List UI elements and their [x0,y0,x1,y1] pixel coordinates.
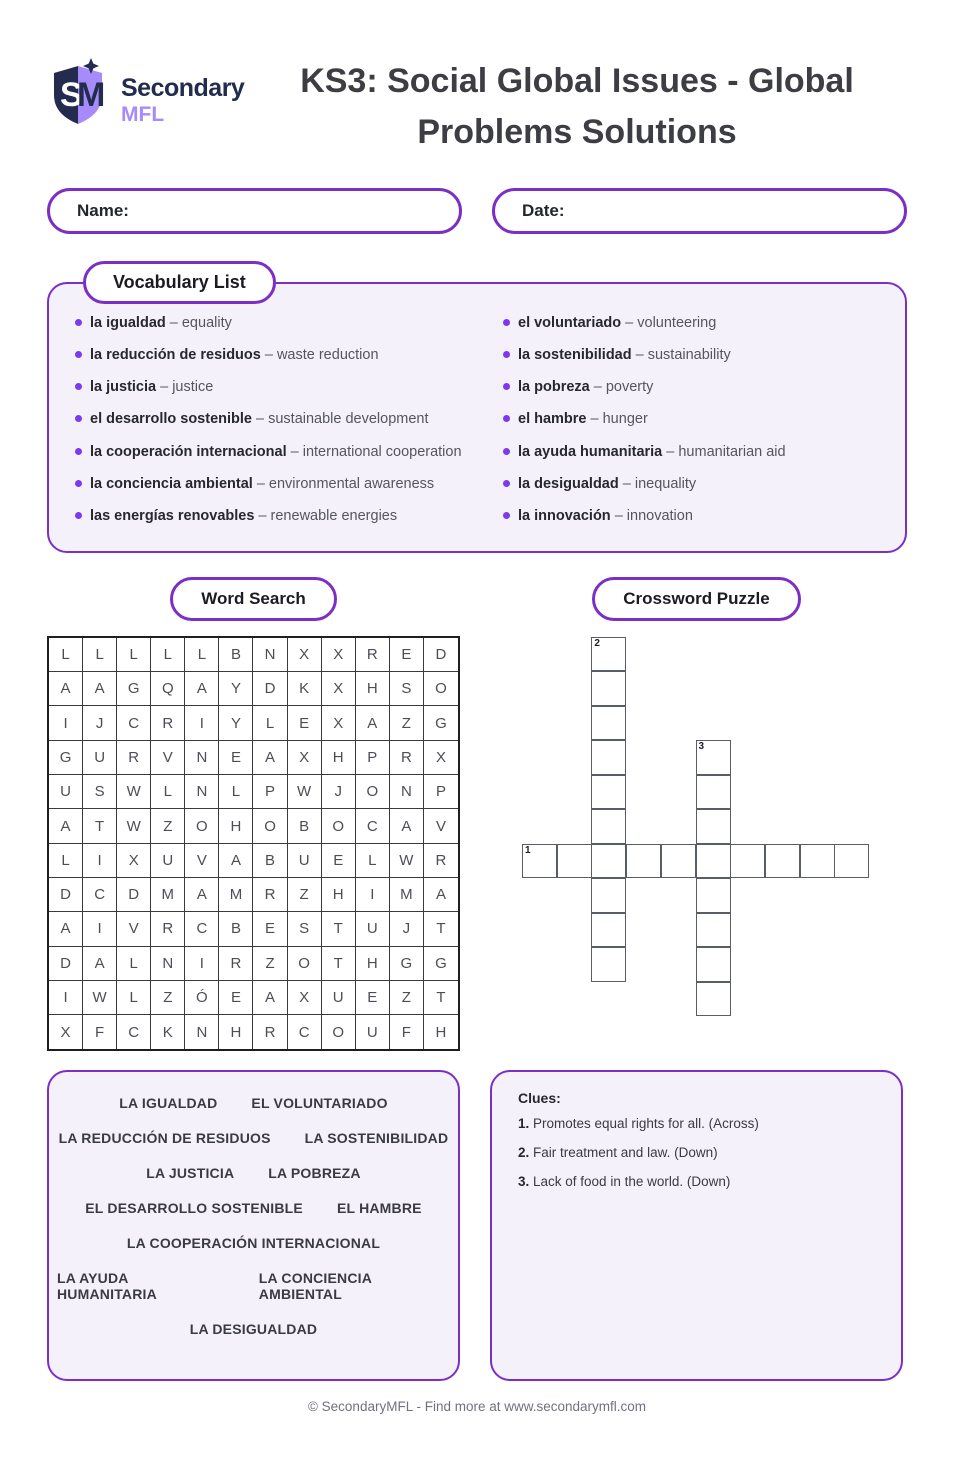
word-search-cell-r11c11: H [435,1023,447,1041]
vocab-term: la cooperación internacional [90,443,287,460]
word-search-cell-r6c1: I [83,844,117,878]
word-list-word: LA AYUDA HUMANITARIA [57,1270,157,1303]
word-search-cell-r5c3: Z [151,809,185,843]
crossword-clues-panel [490,1070,903,1381]
crossword-number-2: 2 [594,637,600,649]
word-search-cell-r1c6: D [253,672,287,706]
word-search-cell-r4c7: W [288,775,322,809]
word-search-cell-r11c6: R [253,1015,287,1049]
word-search-cell-r3c5: E [219,741,253,775]
page-title-line1: KS3: Social Global Issues - Global [300,62,854,100]
vocab-term: la igualdad [90,315,166,331]
crossword-cell-r3c2[interactable] [591,740,626,775]
vocab-term: la sostenibilidad [518,347,632,364]
crossword-cell-r6c0[interactable] [522,844,557,879]
word-search-cell-r3c0: G [49,741,83,775]
word-search-cell-r9c0: D [49,947,83,981]
vocab-term: la ayuda humanitaria [518,443,663,460]
word-search-cell-r7c11: A [424,878,458,912]
crossword-number-3: 3 [698,741,705,753]
word-search-word-list [47,1070,460,1381]
word-search-cell-r5c2: W [117,809,151,843]
clue-number: 3. [518,1174,534,1190]
vocab-translation: – inequality [618,475,697,492]
vocab-term: la reducción de residuos [90,347,261,364]
crossword-cell-r1c2[interactable] [591,671,626,706]
word-search-cell-r3c11: X [424,741,458,775]
crossword-cell-r6c3[interactable] [626,844,661,879]
word-search-cell-r7c3: M [151,878,185,912]
word-list-word: LA COOPERACIÓN INTERNACIONAL [126,1235,381,1252]
word-search-cell-r0c0: L [49,638,83,672]
word-search-cell-r8c8: T [322,912,356,946]
clue-2 [518,1143,875,1164]
word-search-cell-r11c4: N [185,1015,219,1049]
vocab-item-left-4 [75,443,471,461]
word-search-cell-r8c7: S [288,912,322,946]
word-search-cell-r11c10: F [390,1015,424,1049]
word-search-cell-r4c0: U [49,775,83,809]
name-label: Name: [77,201,129,220]
vocab-item-left-3 [75,410,471,428]
word-search-cell-r7c9: I [356,878,390,912]
puzzles-row [47,577,907,1052]
word-search-cell-r11c1: F [83,1015,117,1049]
crossword-cell-r6c8[interactable] [800,844,835,879]
vocab-item-right-1 [503,346,899,364]
word-search-cell-r9c5: R [219,947,253,981]
word-search-cell-r9c9: H [356,947,390,981]
word-list-word: EL DESARROLLO SOSTENIBLE [85,1200,303,1217]
word-list-line-0 [57,1095,450,1111]
clues-list [518,1114,875,1193]
word-list-word: LA POBREZA [268,1165,361,1182]
word-search-cell-r1c2: G [117,672,151,706]
word-search-cell-r3c6: A [253,741,287,775]
word-search-cell-r5c8: O [322,809,356,843]
vocab-item-right-5 [503,475,899,493]
word-search-cell-r7c8: H [322,878,356,912]
word-search-cell-r7c4: A [185,878,219,912]
word-search-cell-r0c11: D [424,638,458,672]
vocab-term: la conciencia ambiental [90,475,253,492]
crossword-badge: Crossword Puzzle [592,577,800,621]
vocab-translation: – international cooperation [286,443,462,460]
word-search-column [47,577,460,1052]
word-search-cell-r1c3: Q [151,672,185,706]
word-search-cell-r2c10: Z [390,706,424,740]
word-search-cell-r2c6: L [253,706,287,740]
word-list-word: LA REDUCCIÓN DE RESIDUOS [58,1130,271,1147]
word-search-badge: Word Search [170,577,337,621]
word-search-cell-r9c7: O [288,947,322,981]
word-search-cell-r3c3: V [151,741,185,775]
word-search-cell-r8c3: R [151,912,185,946]
word-search-cell-r2c0: I [49,706,83,740]
word-search-cell-r0c3: L [151,638,185,672]
word-search-cell-r6c8: E [322,844,356,878]
clue-1 [518,1114,875,1135]
crossword-cell-r0c2[interactable] [591,637,626,672]
clues-title: Clues: [518,1090,561,1107]
crossword-cell-r9c2[interactable] [591,947,626,982]
word-search-cell-r0c8: X [322,638,356,672]
crossword-cell-r8c5[interactable] [696,913,731,948]
word-search-cell-r2c5: Y [219,706,253,740]
crossword-cell-r4c2[interactable] [591,775,626,810]
word-search-cell-r2c8: X [322,706,356,740]
crossword-cell-r6c2[interactable] [591,844,626,879]
crossword-cell-r9c5[interactable] [696,947,731,982]
word-search-cell-r4c6: P [253,775,287,809]
word-search-cell-r10c9: E [356,981,390,1015]
word-search-cell-r6c5: A [219,844,253,878]
word-search-cell-r8c0: A [49,912,83,946]
word-search-cell-r10c10: Z [390,981,424,1015]
word-search-cell-r3c7: X [288,741,322,775]
word-search-cell-r0c6: N [253,638,287,672]
word-search-cell-r11c5: H [219,1015,253,1049]
crossword-cell-r7c2[interactable] [591,878,626,913]
crossword-cell-r6c5[interactable] [696,844,731,879]
vocab-translation: – sustainability [631,347,731,364]
word-search-cell-r1c10: S [390,672,424,706]
word-search-cell-r6c4: V [185,844,219,878]
vocab-term: el hambre [518,411,587,428]
word-search-cell-r9c4: I [185,947,219,981]
name-field[interactable] [47,188,462,234]
vocab-item-left-5 [75,475,471,493]
crossword-cell-r3c5[interactable] [696,740,731,775]
vocab-translation: – environmental awareness [252,475,435,492]
word-search-cell-r9c2: L [117,947,151,981]
word-search-cell-r4c5: L [219,775,253,809]
word-search-cell-r10c3: Z [151,981,185,1015]
crossword-cell-r2c2[interactable] [591,706,626,741]
crossword-cell-r6c9[interactable] [834,844,869,879]
vocab-term: la desigualdad [518,475,619,492]
clue-number: 1. [518,1116,534,1132]
word-list-line-6 [57,1321,450,1337]
word-search-cell-r7c10: M [390,878,424,912]
vocab-translation: – equality [165,315,232,331]
word-search-cell-r11c8: O [322,1015,356,1049]
word-search-cell-r0c4: L [185,638,219,672]
word-list-line-2 [57,1165,450,1181]
word-search-cell-r8c2: V [117,912,151,946]
vocabulary-column-left [49,314,477,539]
word-search-cell-r7c0: D [49,878,83,912]
crossword-cell-r7c5[interactable] [696,878,731,913]
word-search-cell-r7c5: M [219,878,253,912]
vocabulary-list-badge: Vocabulary List [83,261,276,304]
word-search-cell-r2c2: C [117,706,151,740]
clue-text: Fair treatment and law. (Down) [533,1145,718,1161]
vocab-item-right-4 [503,443,899,461]
word-search-cell-r2c1: J [83,706,117,740]
word-list-word: LA IGUALDAD [119,1095,218,1112]
vocabulary-section [47,272,907,553]
crossword-cell-r5c5[interactable] [696,809,731,844]
clue-text: Lack of food in the world. (Down) [533,1174,731,1190]
word-search-cell-r6c11: R [424,844,458,878]
word-search-cell-r5c11: V [424,809,458,843]
word-search-cell-r10c8: U [322,981,356,1015]
vocab-translation: – justice [156,379,214,396]
word-search-cell-r4c10: N [390,775,424,809]
crossword-column [490,577,903,1052]
word-search-cell-r2c4: I [185,706,219,740]
word-search-cell-r6c7: U [288,844,322,878]
word-search-cell-r3c4: N [185,741,219,775]
word-search-cell-r0c10: E [390,638,424,672]
word-search-cell-r1c8: X [322,672,356,706]
vocab-item-right-3 [503,410,899,428]
word-search-cell-r11c3: K [151,1015,185,1049]
word-search-cell-r2c7: E [288,706,322,740]
vocab-translation: – hunger [586,411,648,428]
vocab-term: las energías renovables [90,507,255,524]
vocab-translation: – volunteering [621,315,717,331]
word-search-cell-r9c6: Z [253,947,287,981]
crossword-cell-r6c4[interactable] [661,844,696,879]
word-search-cell-r1c9: H [356,672,390,706]
word-search-cell-r5c0: A [49,809,83,843]
word-search-cell-r6c2: X [117,844,151,878]
fields-row [47,188,907,234]
word-list-line-4 [57,1235,450,1251]
brand-subname: MFL [121,103,165,126]
word-list-line-5 [57,1270,450,1302]
word-search-cell-r7c7: Z [288,878,322,912]
vocab-translation: – sustainable development [251,411,429,428]
vocab-term: la pobreza [518,379,590,396]
word-list-line-3 [57,1200,450,1216]
word-search-cell-r10c0: I [49,981,83,1015]
word-search-cell-r9c10: G [390,947,424,981]
word-search-cell-r3c1: U [83,741,117,775]
word-search-cell-r8c10: J [390,912,424,946]
vocab-item-left-2 [75,378,471,396]
word-search-cell-r8c5: B [219,912,253,946]
vocab-term: el desarrollo sostenible [90,411,252,428]
vocabulary-column-right [477,314,905,539]
word-list-word: LA SOSTENIBILIDAD [304,1130,449,1147]
word-search-cell-r10c2: L [117,981,151,1015]
word-search-cell-r9c11: G [424,947,458,981]
brand-text [121,58,244,128]
word-search-cell-r3c9: P [356,741,390,775]
vocab-item-left-0 [75,314,471,332]
word-search-cell-r9c1: A [83,947,117,981]
word-search-cell-r7c2: D [117,878,151,912]
clue-3 [518,1172,875,1193]
word-list-word: LA JUSTICIA [146,1165,235,1182]
word-search-cell-r3c10: R [390,741,424,775]
word-search-cell-r9c3: N [151,947,185,981]
word-search-cell-r4c8: J [322,775,356,809]
word-search-cell-r6c9: L [356,844,390,878]
word-search-cell-r11c2: C [117,1015,151,1049]
page-title-line2: Problems Solutions [417,113,737,151]
word-search-cell-r1c4: A [185,672,219,706]
word-search-cell-r10c7: X [288,981,322,1015]
word-search-grid [47,636,460,1052]
crossword-grid [490,636,903,1036]
word-search-cell-r8c11: T [424,912,458,946]
date-field[interactable] [492,188,907,234]
crossword-cell-r10c5[interactable] [696,982,731,1017]
word-search-cell-r10c6: A [253,981,287,1015]
word-search-cell-r0c1: L [83,638,117,672]
word-search-cell-r0c9: R [356,638,390,672]
word-search-cell-r1c5: Y [219,672,253,706]
vocab-item-right-2 [503,378,899,396]
word-search-cell-r1c7: K [288,672,322,706]
vocab-translation: – renewable energies [254,507,398,524]
word-search-cell-r5c5: H [219,809,253,843]
word-search-cell-r8c4: C [185,912,219,946]
word-search-cell-r2c11: G [424,706,458,740]
word-search-cell-r10c1: W [83,981,117,1015]
word-search-cell-r10c5: E [219,981,253,1015]
vocab-term: la justicia [90,379,157,396]
word-search-cell-r1c0: A [49,672,83,706]
vocab-item-right-6 [503,507,899,525]
word-search-cell-r3c2: R [117,741,151,775]
word-search-cell-r4c4: N [185,775,219,809]
word-search-cell-r5c9: C [356,809,390,843]
word-search-cell-r9c8: T [322,947,356,981]
word-search-cell-r1c1: A [83,672,117,706]
word-search-cell-r0c7: X [288,638,322,672]
word-search-cell-r11c7: C [288,1015,322,1049]
word-search-cell-r3c8: H [322,741,356,775]
word-search-cell-r5c6: O [253,809,287,843]
page-title [247,56,907,158]
vocab-translation: – waste reduction [260,347,379,364]
word-list-word: EL HAMBRE [336,1200,422,1217]
monogram-m: M [77,76,106,114]
word-search-cell-r2c9: A [356,706,390,740]
footer-credit: © SecondaryMFL - Find more at www.secondarymfl.com [307,1399,647,1415]
word-search-cell-r2c3: R [151,706,185,740]
word-list-word: LA CONCIENCIA AMBIENTAL [258,1270,372,1303]
word-search-cell-r10c11: T [424,981,458,1015]
bottom-row [47,1070,907,1381]
word-search-cell-r5c4: O [185,809,219,843]
word-search-cell-r6c6: B [253,844,287,878]
vocabulary-panel [47,282,907,553]
word-search-cell-r4c2: W [117,775,151,809]
word-search-cell-r7c6: R [253,878,287,912]
vocab-translation: – innovation [610,507,693,524]
word-search-cell-r4c3: L [151,775,185,809]
word-search-cell-r0c5: B [219,638,253,672]
crossword-cell-r5c2[interactable] [591,809,626,844]
word-search-cell-r5c7: B [288,809,322,843]
word-search-cell-r6c0: L [49,844,83,878]
word-search-cell-r8c6: E [253,912,287,946]
vocab-item-left-1 [75,346,471,364]
vocab-item-right-0 [503,314,899,332]
word-search-cell-r5c1: T [83,809,117,843]
shield-logo-icon [47,58,113,128]
crossword-number-1: 1 [525,844,531,856]
word-search-cell-r8c9: U [356,912,390,946]
word-search-cell-r6c3: U [151,844,185,878]
crossword-cell-r6c6[interactable] [730,844,765,879]
word-search-cell-r4c11: P [424,775,458,809]
word-list-word: LA DESIGUALDAD [189,1321,318,1338]
word-search-cell-r8c1: I [83,912,117,946]
word-search-cell-r4c1: S [83,775,117,809]
crossword-cell-r8c2[interactable] [591,913,626,948]
word-search-cell-r11c9: U [356,1015,390,1049]
clue-text: Promotes equal rights for all. (Across) [533,1116,759,1132]
vocab-translation: – poverty [589,379,654,396]
crossword-cell-r6c1[interactable] [557,844,592,879]
header [47,58,907,158]
crossword-cell-r6c7[interactable] [765,844,800,879]
word-search-cell-r11c0: X [49,1015,83,1049]
brand-name: Secondary [121,74,245,102]
vocab-term: la innovación [518,507,611,524]
word-search-cell-r4c9: O [356,775,390,809]
word-search-cell-r5c10: A [390,809,424,843]
date-label: Date: [522,201,565,220]
word-search-cell-r6c10: W [390,844,424,878]
clue-number: 2. [518,1145,534,1161]
vocab-translation: – humanitarian aid [662,443,786,460]
vocab-term: el voluntariado [518,315,622,331]
monogram-s: S [60,76,83,114]
word-list-line-1 [57,1130,450,1146]
word-search-cell-r7c1: C [83,878,117,912]
secondarymfl-logo [47,58,247,128]
word-list-word: EL VOLUNTARIADO [251,1095,388,1112]
crossword-cell-r4c5[interactable] [696,775,731,810]
word-search-cell-r0c2: L [117,638,151,672]
vocab-item-left-6 [75,507,471,525]
word-search-cell-r10c4: Ó [185,981,219,1015]
word-search-cell-r1c11: O [424,672,458,706]
